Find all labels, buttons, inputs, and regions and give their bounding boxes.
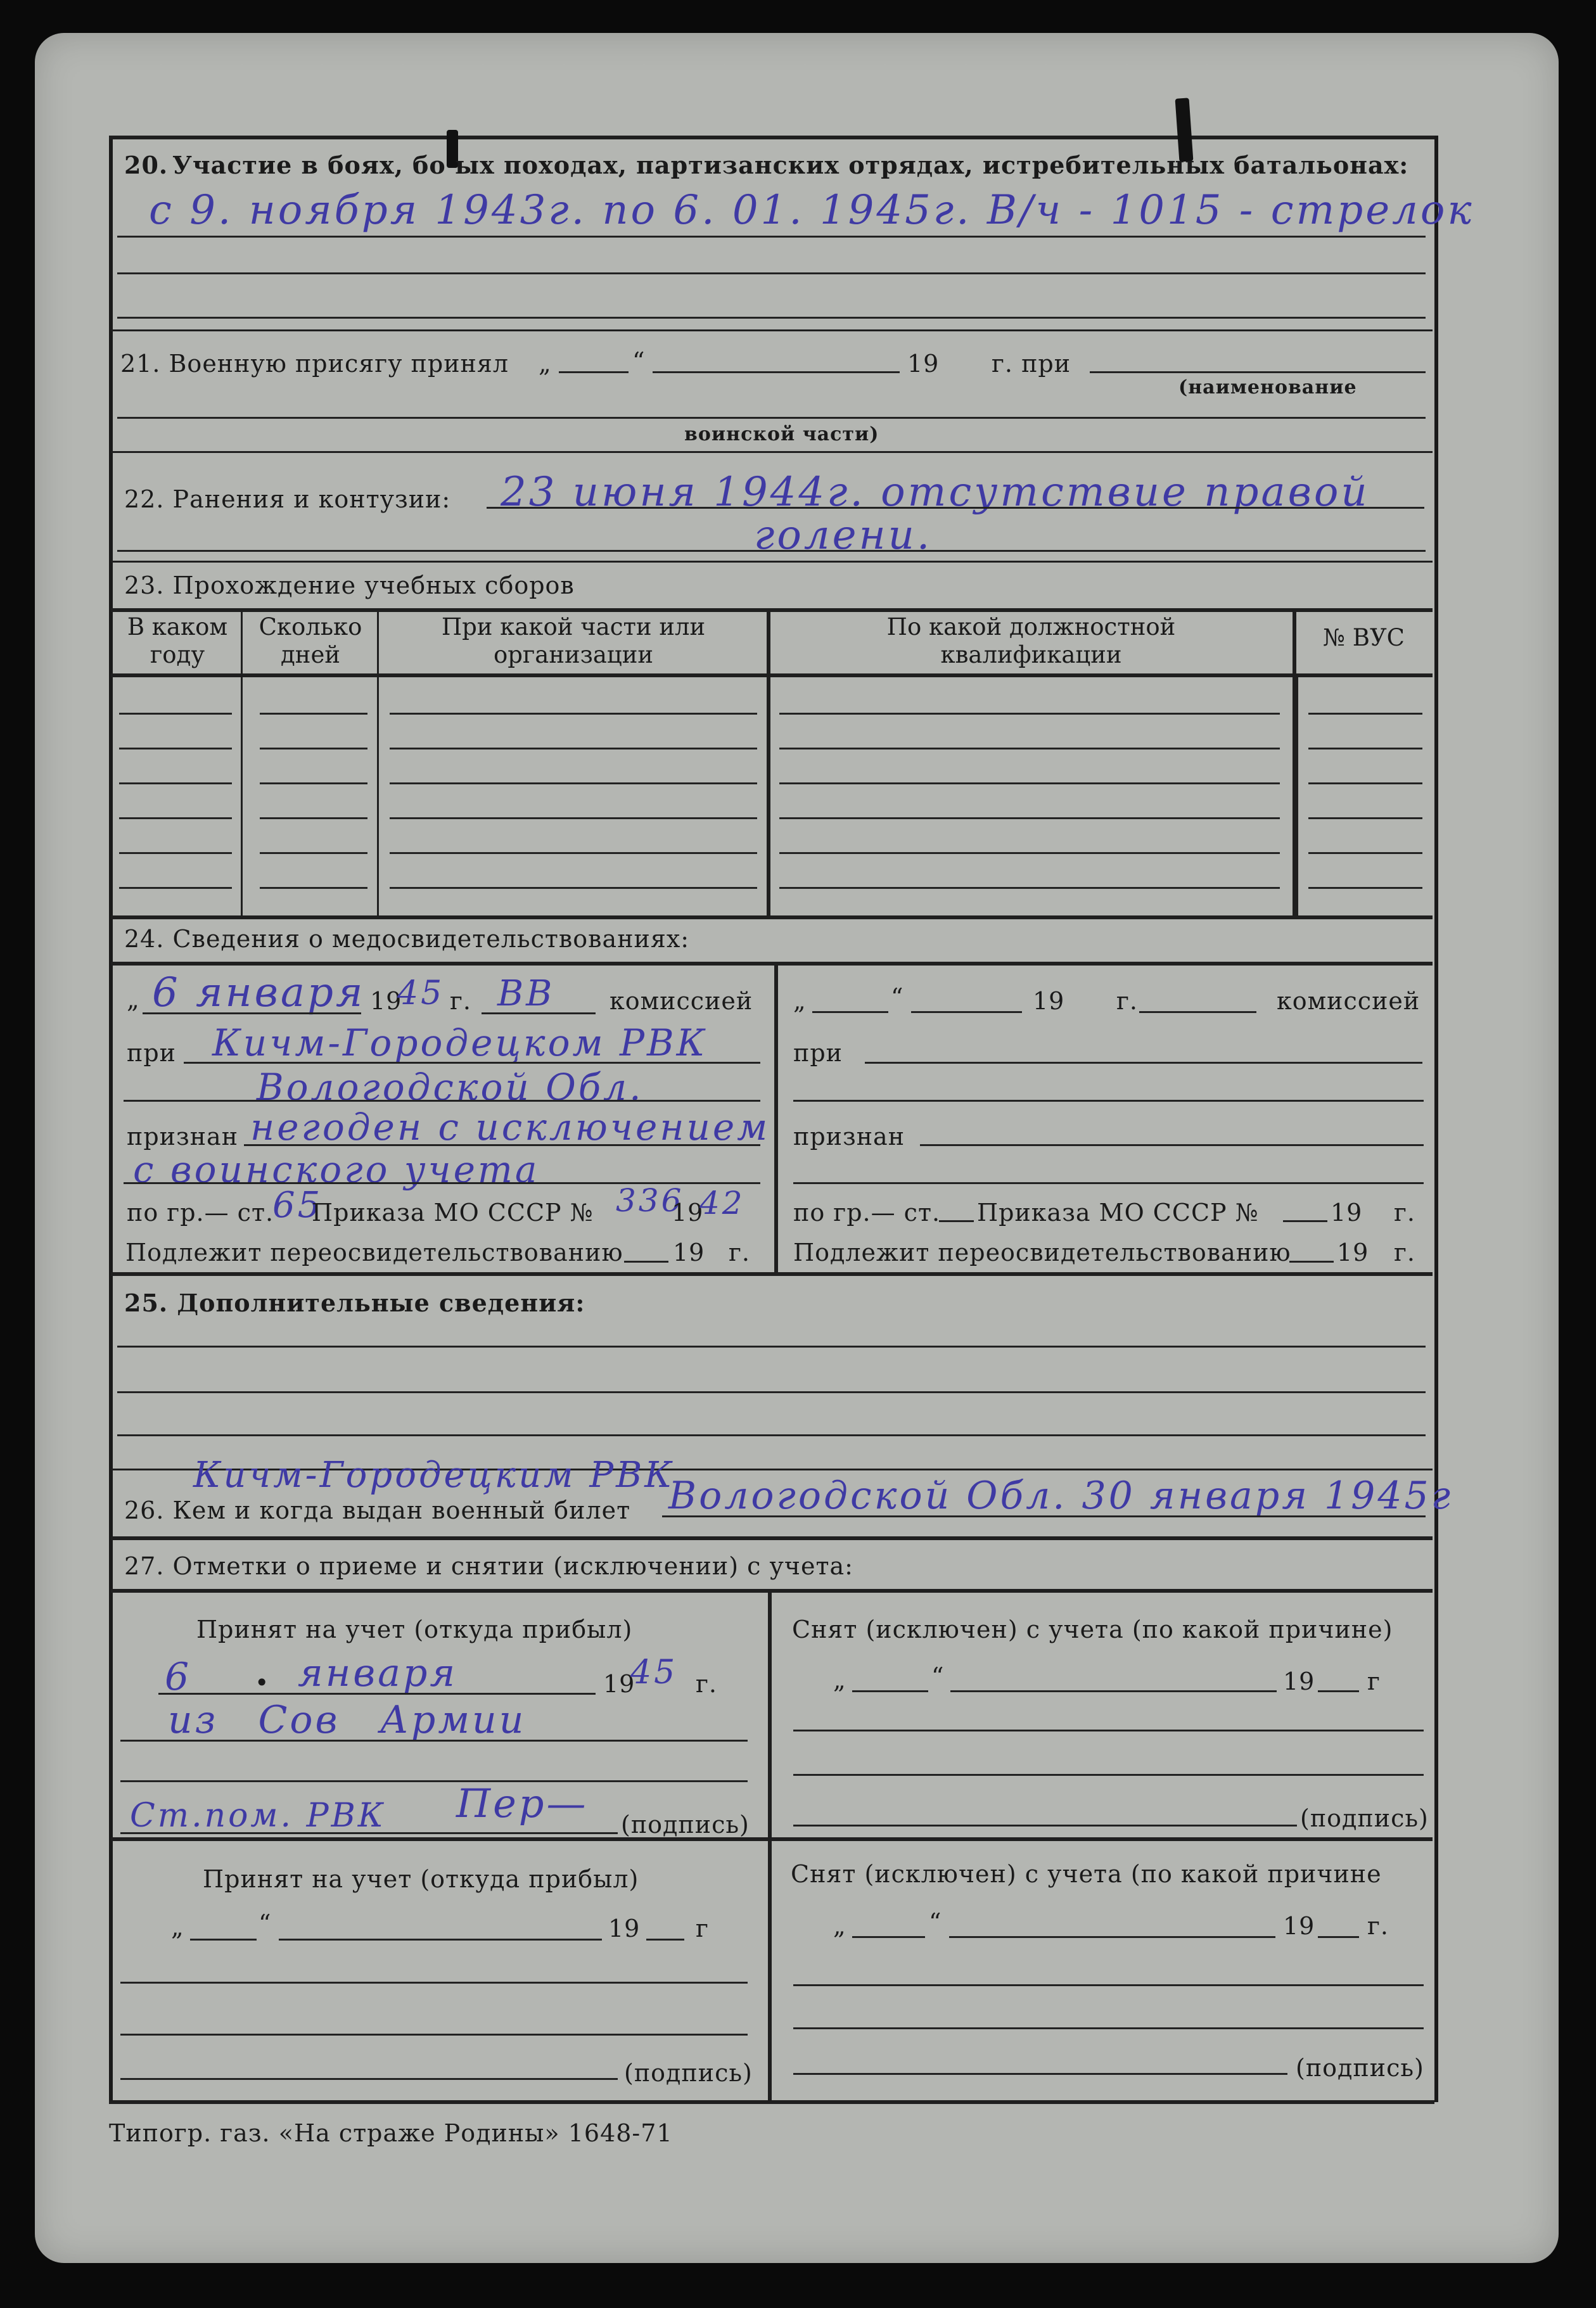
s21-unit-blank bbox=[1090, 371, 1426, 373]
s27-b1-left-blank bbox=[120, 1780, 748, 1782]
s27-b1-right-quote-close: “ bbox=[931, 1662, 945, 1690]
s27-b2-left-blank bbox=[190, 1939, 257, 1941]
s27-b1-left-month: января bbox=[298, 1651, 458, 1695]
s24-right-komissiey: комиссией bbox=[1277, 987, 1420, 1015]
s27-b1-left-blank bbox=[120, 1832, 618, 1834]
section-divider bbox=[111, 1272, 1433, 1276]
s27-b2-left-year-prefix: 19 bbox=[608, 1915, 641, 1942]
s27-b1-left-year-prefix: 19 bbox=[603, 1670, 635, 1698]
s24-left-pri: при bbox=[127, 1039, 176, 1067]
s20-line bbox=[117, 317, 1426, 319]
table-row-line bbox=[779, 748, 1280, 749]
s27-b2-left-blank bbox=[120, 2034, 748, 2036]
s24-right-year2: 19 bbox=[1331, 1199, 1363, 1227]
s27-b1-right-blank bbox=[793, 1730, 1424, 1731]
table-row-line bbox=[260, 887, 367, 889]
table-row-line bbox=[779, 887, 1280, 889]
s27-b2-left-podpis: (подпись) bbox=[624, 2059, 753, 2087]
table-header-rule bbox=[111, 673, 1433, 677]
s24-right-quote-close: “ bbox=[891, 983, 904, 1011]
s21-day-blank bbox=[559, 371, 629, 373]
s24-left-reexam: Подлежит переосвидетельствованию bbox=[125, 1239, 623, 1266]
s24-left-prikaz: Приказа МО СССР № bbox=[312, 1199, 594, 1227]
table-row-line bbox=[1308, 817, 1422, 819]
table-row-line bbox=[779, 852, 1280, 854]
s24-left-blank bbox=[482, 1012, 596, 1014]
s27-b2-left-blank bbox=[120, 2078, 618, 2080]
s24-right-quote-open: „ bbox=[793, 987, 807, 1015]
s24-left-komissiey: комиссией bbox=[610, 987, 753, 1015]
table-row-line bbox=[390, 782, 757, 784]
s26-line bbox=[662, 1515, 1426, 1517]
s21-month-blank bbox=[653, 371, 900, 373]
s27-label: 27. Отметки о приеме и снятии (исключении) с учета: bbox=[124, 1552, 853, 1580]
s24-left-pri-hw-2: Вологодской Обл. bbox=[257, 1066, 644, 1109]
section-divider bbox=[111, 1589, 1433, 1593]
table-col-divider bbox=[377, 610, 379, 915]
s27-column-divider bbox=[768, 1590, 772, 2102]
s24-right-priznan: признан bbox=[793, 1123, 905, 1151]
s24-right-blank bbox=[793, 1100, 1424, 1102]
s24-left-blank bbox=[143, 1012, 361, 1014]
s26-handwriting-2: Вологодской Обл. 30 января 1945г bbox=[668, 1474, 1453, 1518]
s27-b2-left-title: Принят на учет (откуда прибыл) bbox=[203, 1865, 639, 1893]
s24-right-g2: г. bbox=[1394, 1199, 1415, 1227]
s27-b2-right-podpis: (подпись) bbox=[1296, 2054, 1424, 2082]
s22-line bbox=[117, 550, 1426, 552]
section-divider bbox=[111, 561, 1433, 563]
s27-b1-left-sign: Ст.пом. РВК bbox=[130, 1797, 386, 1835]
s27-b2-left-g: г bbox=[696, 1915, 709, 1942]
s20-handwriting: с 9. ноября 1943г. по 6. 01. 1945г. В/ч - 1015 - стрелок bbox=[149, 187, 1474, 234]
table-row-line bbox=[1308, 887, 1422, 889]
table-row-line bbox=[119, 748, 232, 749]
s24-left-quote: „ bbox=[127, 986, 140, 1014]
s23-col-year: В каком году bbox=[127, 613, 228, 668]
s24-left-year: 45 bbox=[397, 974, 445, 1012]
s24-left-commission: ВВ bbox=[497, 973, 555, 1014]
s24-left-number: 336 bbox=[616, 1182, 684, 1219]
table-row-line bbox=[779, 817, 1280, 819]
s24-right-blank bbox=[1289, 1261, 1334, 1263]
table-row-line bbox=[119, 713, 232, 715]
s27-b2-right-blank bbox=[1318, 1936, 1359, 1938]
s27-b1-left-signature: Пер— bbox=[456, 1780, 589, 1827]
s24-left-st: 65 bbox=[272, 1185, 323, 1226]
s27-b1-right-title: Снят (исключен) с учета (по какой причине) bbox=[792, 1616, 1393, 1643]
s21-label: 21. Военную присягу принял bbox=[120, 350, 509, 378]
s24-left-year2-prefix: 19 bbox=[672, 1199, 704, 1227]
s24-right-g: г. bbox=[1116, 987, 1138, 1015]
s25-line bbox=[117, 1346, 1426, 1348]
table-row-line bbox=[1308, 852, 1422, 854]
s24-left-blank bbox=[184, 1062, 760, 1064]
s27-b1-right-quote-open: „ bbox=[833, 1666, 846, 1694]
s24-right-prikaz: Приказа МО СССР № bbox=[977, 1199, 1259, 1227]
table-row-line bbox=[260, 748, 367, 749]
table-row-line bbox=[1308, 748, 1422, 749]
section-divider bbox=[111, 915, 1433, 919]
s24-left-blank bbox=[244, 1144, 760, 1146]
s24-right-blank bbox=[865, 1062, 1422, 1064]
table-row-line bbox=[1308, 713, 1422, 715]
s24-column-divider bbox=[774, 963, 778, 1273]
s24-right-reexam-g: г. bbox=[1394, 1239, 1415, 1266]
table-row-line bbox=[260, 817, 367, 819]
table-row-line bbox=[390, 817, 757, 819]
s24-right-blank bbox=[1283, 1220, 1327, 1222]
table-row-line bbox=[119, 782, 232, 784]
printer-imprint: Типогр. газ. «На страже Родины» 1648-71 bbox=[109, 2119, 673, 2147]
s24-left-blank bbox=[124, 1100, 760, 1102]
s21-year-prefix: 19 bbox=[907, 350, 940, 378]
s27-b1-right-podpis: (подпись) bbox=[1300, 1804, 1429, 1832]
s24-left-g: г. bbox=[450, 987, 471, 1015]
s27-b1-left-day: 6 bbox=[165, 1655, 192, 1699]
s27-b2-right-blank bbox=[852, 1936, 925, 1938]
s27-b1-left-blank bbox=[120, 1740, 748, 1742]
table-row-line bbox=[119, 817, 232, 819]
s24-right-blank bbox=[920, 1144, 1424, 1146]
s27-b1-left-from: из Сов Армии bbox=[168, 1698, 527, 1742]
section-divider bbox=[111, 1837, 1433, 1841]
s24-label: 24. Сведения о медосвидетельствованиях: bbox=[124, 925, 690, 953]
s25-line bbox=[117, 1434, 1426, 1436]
s24-right-blank bbox=[939, 1220, 974, 1222]
table-top-rule bbox=[111, 608, 1433, 612]
s27-b2-right-title: Снят (исключен) с учета (по какой причине bbox=[791, 1860, 1382, 1888]
frame-bottom-rule bbox=[109, 2100, 1434, 2104]
s27-b2-right-blank bbox=[949, 1936, 1275, 1938]
s23-col-qualification: По какой должностной квалификации bbox=[886, 613, 1176, 668]
s27-b1-right-blank bbox=[793, 1825, 1297, 1827]
s27-b1-right-g: г bbox=[1367, 1667, 1381, 1695]
table-col-divider bbox=[1296, 673, 1298, 915]
s24-right-reexam-year: 19 bbox=[1337, 1239, 1369, 1266]
s23-col-unit: При какой части или организации bbox=[441, 613, 706, 668]
s23-col-vus: № ВУС bbox=[1322, 624, 1405, 651]
s24-left-blank bbox=[624, 1261, 668, 1263]
table-row-line bbox=[260, 713, 367, 715]
section-divider bbox=[111, 962, 1433, 966]
s27-b1-left-g: г. bbox=[696, 1670, 717, 1698]
s24-left-day: 6 января bbox=[152, 969, 366, 1016]
table-row-line bbox=[779, 782, 1280, 784]
table-row-line bbox=[390, 713, 757, 715]
s27-b2-right-blank bbox=[793, 2027, 1424, 2029]
s24-right-year-prefix: 19 bbox=[1033, 987, 1065, 1015]
s21-line bbox=[117, 417, 1426, 419]
s27-b1-left-podpis: (подпись) bbox=[621, 1811, 750, 1839]
table-col-divider bbox=[767, 610, 770, 915]
s27-b1-right-blank bbox=[1318, 1690, 1359, 1692]
s27-b1-right-year-prefix: 19 bbox=[1283, 1667, 1315, 1695]
table-row-line bbox=[119, 887, 232, 889]
s24-right-blank bbox=[793, 1182, 1424, 1184]
s22-line bbox=[487, 507, 1424, 509]
s27-b1-left-dot: • bbox=[255, 1669, 270, 1697]
s24-left-year-prefix: 19 bbox=[370, 987, 402, 1015]
s27-b1-left-year: 45 bbox=[630, 1654, 678, 1692]
s26-label: 26. Кем и когда выдан военный билет bbox=[124, 1496, 631, 1524]
s20-line bbox=[117, 272, 1426, 274]
s21-g-pri: г. при bbox=[992, 350, 1071, 378]
s27-b2-left-blank bbox=[279, 1939, 602, 1941]
s21-note-1: (наименование bbox=[1178, 376, 1357, 398]
section-divider bbox=[111, 329, 1433, 331]
s27-b2-right-g: г. bbox=[1367, 1912, 1389, 1940]
s27-b2-left-quote-close: “ bbox=[259, 1910, 272, 1937]
s20-label-text: Участие в боях, бо ых походах, партизанских отрядах, истребительных батальонах: bbox=[172, 151, 1409, 179]
s27-b2-left-quote-open: „ bbox=[171, 1913, 184, 1941]
s27-b2-right-year-prefix: 19 bbox=[1283, 1912, 1315, 1940]
s27-b2-right-blank bbox=[793, 2073, 1287, 2075]
s20-label: 20. bbox=[124, 151, 169, 179]
s23-label: 23. Прохождение учебных сборов bbox=[124, 571, 575, 599]
s20-line bbox=[117, 236, 1426, 238]
s27-b2-left-blank bbox=[646, 1939, 684, 1941]
s24-right-pogr: по гр.— ст. bbox=[793, 1199, 941, 1227]
s22-label: 22. Ранения и контузии: bbox=[124, 485, 451, 513]
s21-note-2: воинской части) bbox=[684, 423, 879, 445]
s23-col-days: Сколько дней bbox=[259, 613, 362, 668]
section-divider bbox=[111, 451, 1433, 453]
s27-b1-left-title: Принят на учет (откуда прибыл) bbox=[196, 1616, 633, 1643]
s27-b1-right-blank bbox=[852, 1690, 928, 1692]
s24-right-pri: при bbox=[793, 1039, 843, 1067]
s27-b2-left-blank bbox=[120, 1982, 748, 1984]
s24-left-reexam-year: 19 bbox=[673, 1239, 705, 1266]
table-row-line bbox=[390, 748, 757, 749]
s24-left-priznan-hw: негоден с исключением bbox=[250, 1106, 770, 1149]
s24-left-pri-hw: Кичм-Городецком РВК bbox=[212, 1021, 708, 1064]
table-row-line bbox=[779, 713, 1280, 715]
s27-b2-right-quote-open: „ bbox=[833, 1912, 846, 1940]
s27-b1-left-blank bbox=[158, 1693, 596, 1695]
s26-handwriting-1: Кичм-Городецким РВК bbox=[193, 1455, 675, 1496]
s27-b1-right-blank bbox=[950, 1690, 1277, 1692]
table-col-divider bbox=[241, 610, 243, 915]
table-row-line bbox=[260, 852, 367, 854]
table-row-line bbox=[119, 852, 232, 854]
s24-right-blank bbox=[812, 1011, 888, 1013]
s27-b2-right-blank bbox=[793, 1984, 1424, 1986]
s22-handwriting-2: голени. bbox=[754, 512, 933, 559]
s21-quote-close: “ bbox=[632, 347, 646, 375]
s22-handwriting-1: 23 июня 1944г. отсутствие правой bbox=[501, 469, 1370, 516]
s24-right-blank bbox=[911, 1011, 1022, 1013]
s24-left-reexam-g: г. bbox=[729, 1239, 750, 1266]
s24-left-pogr: по гр.— ст. bbox=[127, 1199, 274, 1227]
table-row-line bbox=[390, 887, 757, 889]
s25-label: 25. Дополнительные сведения: bbox=[124, 1289, 585, 1317]
section-divider bbox=[111, 1536, 1433, 1540]
table-row-line bbox=[260, 782, 367, 784]
table-row-line bbox=[1308, 782, 1422, 784]
s25-line bbox=[117, 1391, 1426, 1393]
frame-top-rule bbox=[109, 136, 1434, 139]
s24-right-reexam: Подлежит переосвидетельствованию bbox=[793, 1239, 1291, 1266]
table-row-line bbox=[390, 852, 757, 854]
s24-left-priznan-hw-2: с воинского учета bbox=[133, 1148, 540, 1191]
s27-b1-right-blank bbox=[793, 1774, 1424, 1776]
s24-left-priznan: признан bbox=[127, 1123, 239, 1151]
s24-right-blank bbox=[1139, 1011, 1256, 1013]
s27-b2-right-quote-close: “ bbox=[929, 1908, 942, 1936]
s24-left-year2: 42 bbox=[699, 1185, 745, 1221]
s21-quote-open: „ bbox=[539, 350, 552, 378]
